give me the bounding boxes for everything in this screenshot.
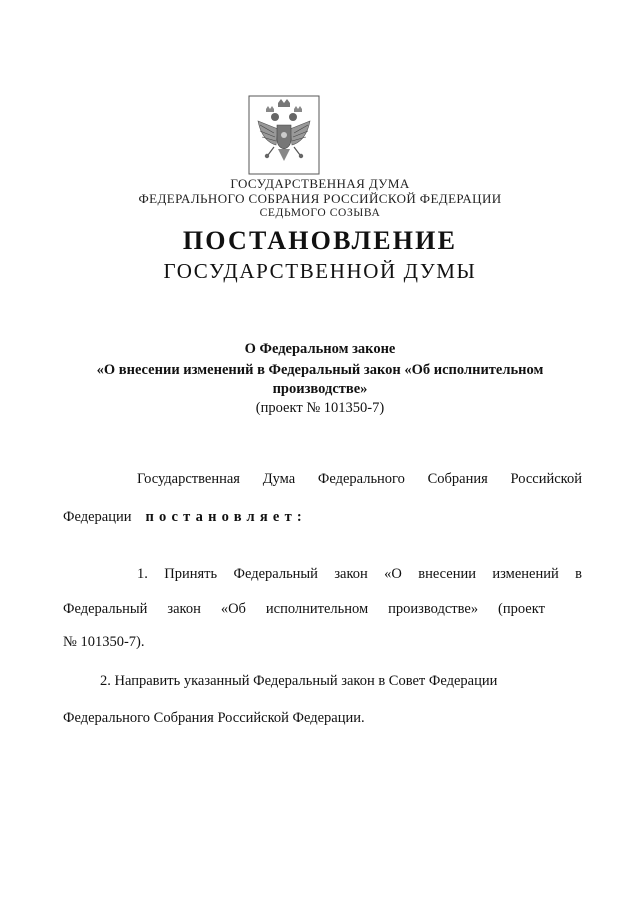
item1-word: (проект xyxy=(498,601,545,617)
preamble-line-1 xyxy=(100,471,582,488)
header-convocation: СЕДЬМОГО СОЗЫВА xyxy=(259,207,381,219)
header-duma: ГОСУДАРСТВЕННАЯ ДУМА xyxy=(230,176,410,191)
item1-word: 1. xyxy=(137,566,148,582)
subject-line-2: «О внесении изменений в Федеральный закон «Об исполнительном xyxy=(96,362,544,378)
item1-line-2 xyxy=(63,601,545,618)
item2-line-1: 2. Направить указанный Федеральный закон в Совет Федерации xyxy=(100,673,498,689)
item1-word: Федеральный xyxy=(233,566,318,582)
item2-line-2: Федерального Собрания Российской Федерации. xyxy=(63,710,365,726)
item1-word: Федеральный xyxy=(63,601,148,617)
preamble-word: Дума xyxy=(262,471,296,487)
preamble-word: Собрания xyxy=(427,471,488,487)
item1-word: исполнительном xyxy=(265,601,369,617)
item1-line-3: № 101350-7). xyxy=(63,634,145,650)
subject-line-3: производстве» xyxy=(272,381,368,397)
preamble-word: Российской xyxy=(510,471,582,487)
subject-draft-number: (проект № 101350-7) xyxy=(255,400,385,416)
item1-word: внесении xyxy=(418,566,477,582)
item1-word: «Об xyxy=(220,601,246,617)
coat-of-arms-emblem xyxy=(248,95,320,175)
document-subtitle: ГОСУДАРСТВЕННОЙ ДУМЫ xyxy=(163,259,477,283)
preamble-line-2 xyxy=(63,509,545,526)
header-federal-assembly: ФЕДЕРАЛЬНОГО СОБРАНИЯ РОССИЙСКОЙ ФЕДЕРАЦИИ xyxy=(138,191,502,206)
preamble-federation: Федерации xyxy=(63,509,132,525)
resolves-word: постановляет: xyxy=(145,509,307,525)
item1-word: в xyxy=(575,566,582,582)
preamble-word: Государственная xyxy=(137,471,240,487)
item1-word: производстве» xyxy=(388,601,479,617)
item1-word: изменений xyxy=(492,566,559,582)
item1-line-1 xyxy=(100,566,582,583)
item1-word: закон xyxy=(167,601,201,617)
subject-line-1: О Федеральном законе xyxy=(244,341,396,357)
item1-word: Принять xyxy=(164,566,218,582)
item1-word: «О xyxy=(384,566,402,582)
preamble-word: Федерального xyxy=(317,471,405,487)
item1-word: закон xyxy=(334,566,368,582)
document-title: ПОСТАНОВЛЕНИЕ xyxy=(182,226,458,255)
